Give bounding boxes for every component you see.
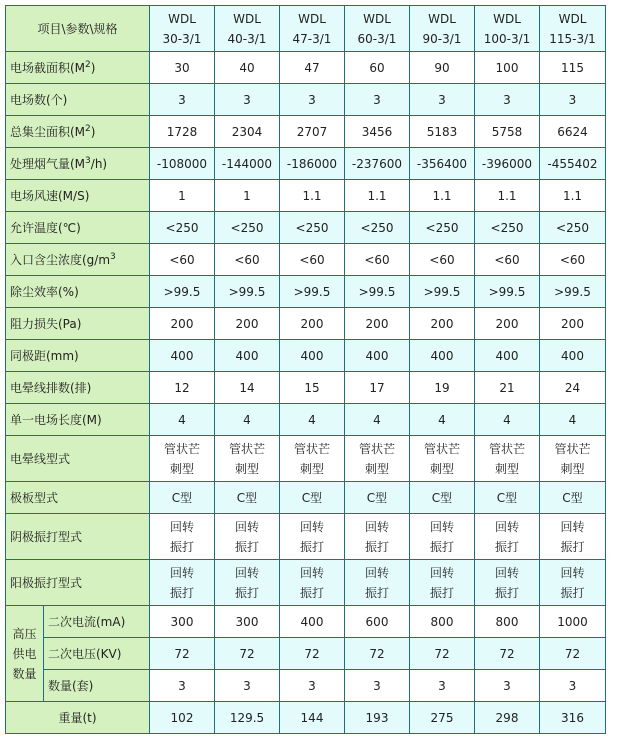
row-label: 电晕线型式 (6, 436, 150, 482)
table-cell: 1.1 (540, 180, 606, 212)
table-cell: 1 (215, 180, 280, 212)
table-cell: 3 (540, 84, 606, 116)
row-label: 处理烟气量$(M^3/h)$ (6, 148, 150, 180)
row-label: 单一电场长度(M) (6, 404, 150, 436)
table-cell: -108000 (150, 148, 215, 180)
table-cell: 3 (215, 670, 280, 702)
table-cell: C型 (150, 482, 215, 514)
table-cell: 回转 振打 (540, 560, 606, 606)
table-cell: 200 (475, 308, 540, 340)
table-cell: 193 (345, 702, 410, 734)
row-label: 电场风速(M/S) (6, 180, 150, 212)
table-cell: 回转 振打 (475, 514, 540, 560)
table-cell: 275 (410, 702, 475, 734)
table-cell: <60 (475, 244, 540, 276)
table-cell: 3 (475, 670, 540, 702)
table-cell: 800 (410, 606, 475, 638)
corner-header: 项目\参数\规格 (6, 6, 150, 52)
table-cell: 102 (150, 702, 215, 734)
table-cell: 72 (475, 638, 540, 670)
table-cell: <60 (540, 244, 606, 276)
table-cell: 200 (540, 308, 606, 340)
table-cell: -356400 (410, 148, 475, 180)
table-cell: <250 (345, 212, 410, 244)
table-cell: 300 (215, 606, 280, 638)
table-cell: 3 (150, 670, 215, 702)
table-cell: 回转 振打 (280, 514, 345, 560)
table-cell: <60 (215, 244, 280, 276)
table-cell: 回转 振打 (150, 514, 215, 560)
table-row (6, 276, 606, 308)
table-cell: 316 (540, 702, 606, 734)
table-cell: 3 (410, 84, 475, 116)
table-cell: 100 (475, 52, 540, 84)
table-cell: >99.5 (280, 276, 345, 308)
table-row (6, 372, 606, 404)
table-cell: 400 (475, 340, 540, 372)
table-row (6, 436, 606, 482)
table-row (6, 670, 606, 702)
table-cell: 30 (150, 52, 215, 84)
table-row (6, 404, 606, 436)
table-cell: 1728 (150, 116, 215, 148)
table-cell: -186000 (280, 148, 345, 180)
table-row (6, 308, 606, 340)
table-cell: 3 (475, 84, 540, 116)
row-label: 电晕线排数(排) (6, 372, 150, 404)
row-label: 除尘效率(%) (6, 276, 150, 308)
table-cell: 15 (280, 372, 345, 404)
table-cell: 4 (345, 404, 410, 436)
table-cell: 3 (280, 670, 345, 702)
table-row (6, 560, 606, 606)
table-cell: 4 (215, 404, 280, 436)
table-cell: >99.5 (410, 276, 475, 308)
model-header: WDL 90-3/1 (410, 6, 475, 52)
table-cell: -396000 (475, 148, 540, 180)
table-cell: 800 (475, 606, 540, 638)
table-cell: 4 (540, 404, 606, 436)
table-cell: 回转 振打 (475, 560, 540, 606)
table-cell: 115 (540, 52, 606, 84)
table-cell: <60 (410, 244, 475, 276)
table-cell: 3 (410, 670, 475, 702)
table-cell: >99.5 (150, 276, 215, 308)
table-cell: 3 (215, 84, 280, 116)
table-cell: 298 (475, 702, 540, 734)
table-cell: >99.5 (345, 276, 410, 308)
table-cell: C型 (345, 482, 410, 514)
table-cell: 72 (150, 638, 215, 670)
table-cell: 1 (150, 180, 215, 212)
table-cell: 400 (215, 340, 280, 372)
model-header: WDL 40-3/1 (215, 6, 280, 52)
table-cell: 3456 (345, 116, 410, 148)
table-cell: 回转 振打 (410, 514, 475, 560)
table-row (6, 116, 606, 148)
table-cell: 200 (410, 308, 475, 340)
table-cell: C型 (215, 482, 280, 514)
table-cell: 200 (345, 308, 410, 340)
table-cell: <250 (215, 212, 280, 244)
spec-table (5, 5, 606, 734)
table-cell: 1000 (540, 606, 606, 638)
table-row (6, 180, 606, 212)
table-cell: 200 (280, 308, 345, 340)
table-cell: 管状芒 刺型 (150, 436, 215, 482)
table-cell: 400 (280, 606, 345, 638)
table-cell: 200 (215, 308, 280, 340)
table-cell: 90 (410, 52, 475, 84)
row-label: 数量(套) (44, 670, 150, 702)
table-cell: 回转 振打 (150, 560, 215, 606)
row-label: 同极距(mm) (6, 340, 150, 372)
table-cell: C型 (540, 482, 606, 514)
table-cell: <60 (150, 244, 215, 276)
model-header: WDL 30-3/1 (150, 6, 215, 52)
model-header: WDL 47-3/1 (280, 6, 345, 52)
table-cell: 4 (280, 404, 345, 436)
table-row (6, 702, 606, 734)
table-cell: 1.1 (475, 180, 540, 212)
row-label: 阳极振打型式 (6, 560, 150, 606)
table-cell: >99.5 (540, 276, 606, 308)
table-cell: 400 (280, 340, 345, 372)
table-row (6, 52, 606, 84)
table-cell: 管状芒 刺型 (215, 436, 280, 482)
table-cell: <250 (150, 212, 215, 244)
table-cell: 129.5 (215, 702, 280, 734)
table-cell: 19 (410, 372, 475, 404)
table-cell: 24 (540, 372, 606, 404)
table-cell: 17 (345, 372, 410, 404)
row-label: 阻力损失(Pa) (6, 308, 150, 340)
table-cell: 5758 (475, 116, 540, 148)
table-cell: 4 (475, 404, 540, 436)
table-row (6, 244, 606, 276)
table-cell: C型 (475, 482, 540, 514)
table-cell: 400 (540, 340, 606, 372)
table-cell: 回转 振打 (345, 560, 410, 606)
table-cell: 管状芒 刺型 (540, 436, 606, 482)
table-cell: 12 (150, 372, 215, 404)
table-cell: 47 (280, 52, 345, 84)
table-row (6, 638, 606, 670)
table-cell: 21 (475, 372, 540, 404)
table-cell: 3 (540, 670, 606, 702)
table-cell: 管状芒 刺型 (345, 436, 410, 482)
table-cell: 72 (540, 638, 606, 670)
table-cell: 300 (150, 606, 215, 638)
table-cell: 72 (410, 638, 475, 670)
table-cell: -455402 (540, 148, 606, 180)
table-cell: 1.1 (280, 180, 345, 212)
table-cell: C型 (410, 482, 475, 514)
table-cell: 管状芒 刺型 (475, 436, 540, 482)
header-row (6, 6, 606, 52)
table-cell: 72 (215, 638, 280, 670)
row-label: 极板型式 (6, 482, 150, 514)
table-cell: 3 (150, 84, 215, 116)
table-cell: 600 (345, 606, 410, 638)
table-cell: 400 (410, 340, 475, 372)
table-cell: 2304 (215, 116, 280, 148)
table-row (6, 482, 606, 514)
table-cell: 40 (215, 52, 280, 84)
table-cell: 回转 振打 (280, 560, 345, 606)
table-cell: <250 (540, 212, 606, 244)
row-label: 二次电流(mA) (44, 606, 150, 638)
table-row (6, 340, 606, 372)
row-label: 允许温度(℃) (6, 212, 150, 244)
table-cell: 回转 振打 (215, 514, 280, 560)
row-label: 二次电压(KV) (44, 638, 150, 670)
table-cell: 1.1 (345, 180, 410, 212)
table-cell: 200 (150, 308, 215, 340)
model-header: WDL 115-3/1 (540, 6, 606, 52)
table-cell: <250 (410, 212, 475, 244)
row-label: 电场数(个) (6, 84, 150, 116)
table-cell: 72 (280, 638, 345, 670)
hv-group-label: 高压 供电 数量 (6, 606, 44, 702)
table-cell: 1.1 (410, 180, 475, 212)
table-cell: 3 (280, 84, 345, 116)
table-cell: 60 (345, 52, 410, 84)
table-cell: 6624 (540, 116, 606, 148)
table-cell: 72 (345, 638, 410, 670)
table-row (6, 606, 606, 638)
table-row (6, 148, 606, 180)
row-label: 总集尘面积$(M^2)$ (6, 116, 150, 148)
table-cell: C型 (280, 482, 345, 514)
table-cell: 400 (345, 340, 410, 372)
table-cell: <60 (280, 244, 345, 276)
model-header: WDL 100-3/1 (475, 6, 540, 52)
table-cell: 回转 振打 (215, 560, 280, 606)
row-label: 入口含尘浓度($g/m^3$ (6, 244, 150, 276)
row-label: 重量(t) (6, 702, 150, 734)
table-cell: -237600 (345, 148, 410, 180)
table-cell: 5183 (410, 116, 475, 148)
table-cell: 3 (345, 670, 410, 702)
table-row (6, 212, 606, 244)
table-cell: >99.5 (475, 276, 540, 308)
table-cell: >99.5 (215, 276, 280, 308)
table-cell: -144000 (215, 148, 280, 180)
table-cell: 400 (150, 340, 215, 372)
table-cell: <60 (345, 244, 410, 276)
table-row (6, 84, 606, 116)
row-label: 电场截面积$(M^2)$ (6, 52, 150, 84)
table-cell: 管状芒 刺型 (410, 436, 475, 482)
table-cell: 4 (410, 404, 475, 436)
row-label: 阴极振打型式 (6, 514, 150, 560)
table-cell: 回转 振打 (540, 514, 606, 560)
table-cell: 管状芒 刺型 (280, 436, 345, 482)
table-cell: 14 (215, 372, 280, 404)
table-cell: 回转 振打 (410, 560, 475, 606)
table-cell: 144 (280, 702, 345, 734)
table-cell: 2707 (280, 116, 345, 148)
table-cell: 3 (345, 84, 410, 116)
model-header: WDL 60-3/1 (345, 6, 410, 52)
table-cell: <250 (475, 212, 540, 244)
table-row (6, 514, 606, 560)
table-cell: <250 (280, 212, 345, 244)
table-cell: 4 (150, 404, 215, 436)
table-cell: 回转 振打 (345, 514, 410, 560)
